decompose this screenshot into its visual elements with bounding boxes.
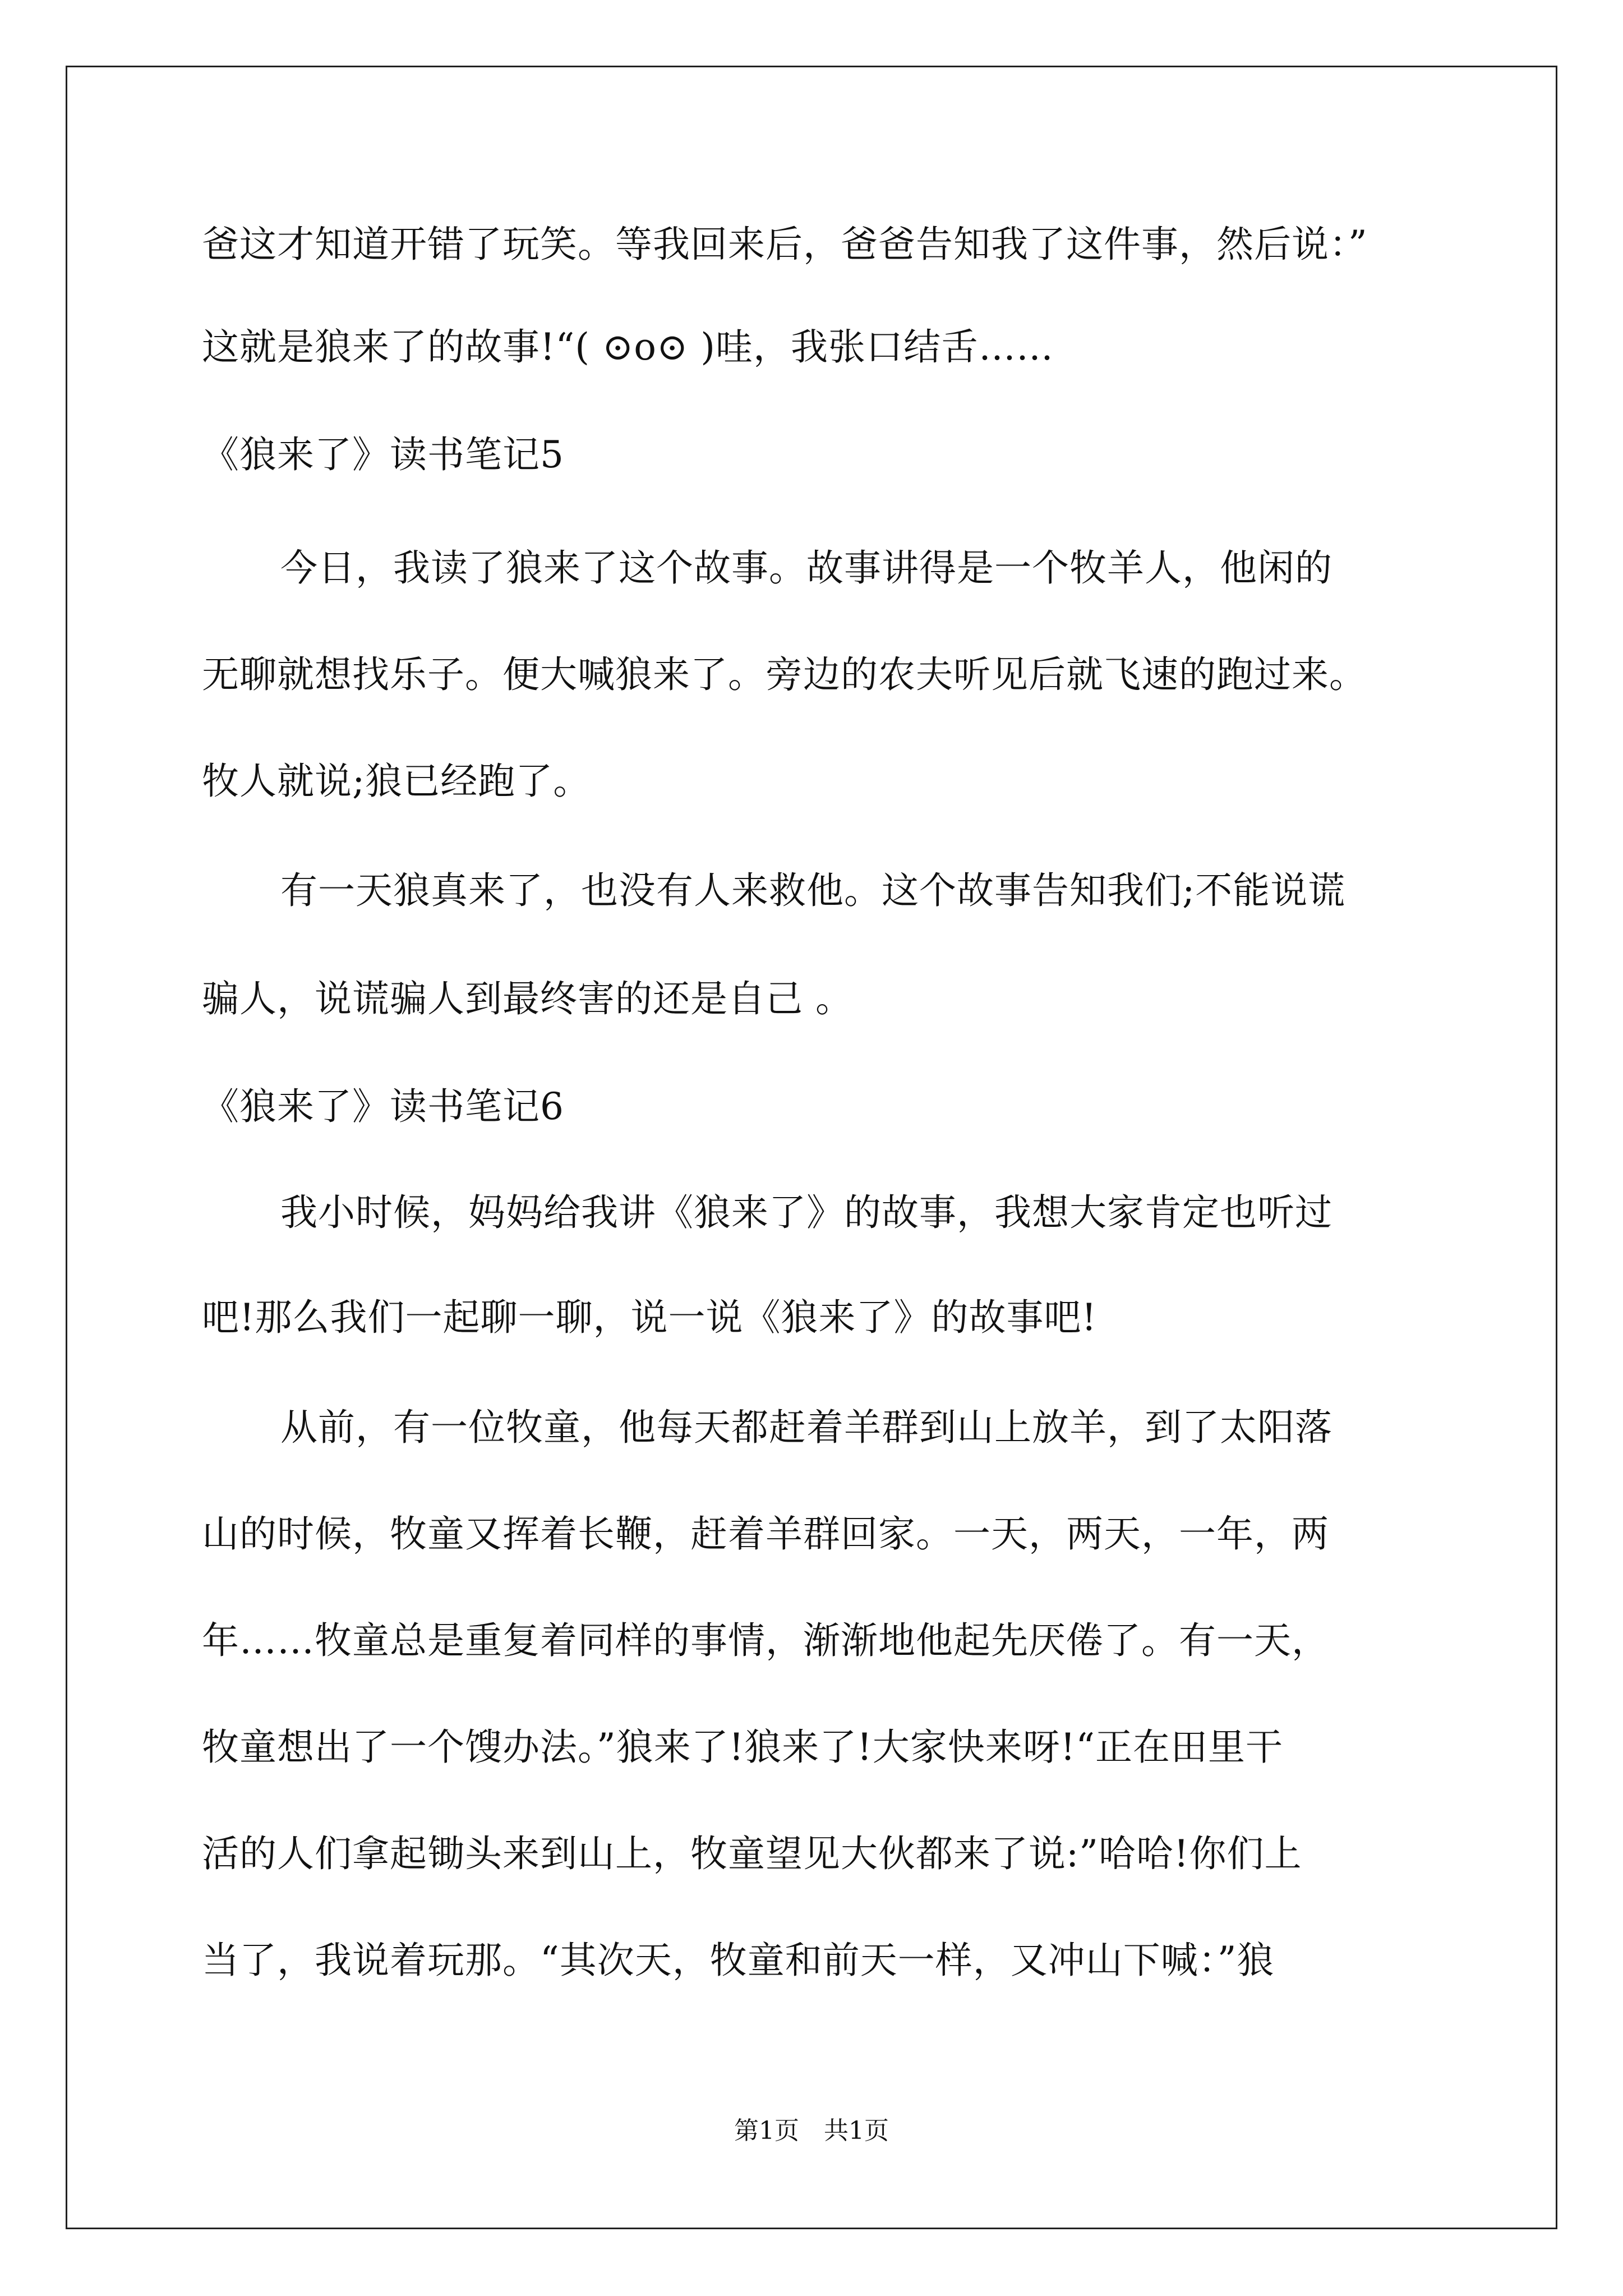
- paragraph-first-line: 今日，我读了狼来了这个故事。故事讲得是一个牧羊人，他闲的: [280, 546, 1332, 590]
- text-line: 年……牧童总是重复着同样的事情，渐渐地他起先厌倦了。有一天，: [202, 1619, 1329, 1662]
- paragraph-first-line: 有一天狼真来了，也没有人来救他。这个故事告知我们;不能说谎: [280, 869, 1346, 912]
- text-line: 牧童想出了一个馊办法。”狼来了!狼来了!大家快来呀!“正在田里干: [202, 1726, 1284, 1769]
- text-line: 这就是狼来了的故事!“( ⊙o⊙ )哇，我张口结舌……: [202, 325, 1054, 369]
- text-line: 山的时候，牧童又挥着长鞭，赶着羊群回家。一天，两天，一年，两: [202, 1512, 1329, 1556]
- text-line: 吧!那么我们一起聊一聊，说一说《狼来了》的故事吧!: [202, 1296, 1098, 1339]
- paragraph-first-line: 从前，有一位牧童，他每天都赶着羊群到山上放羊，到了太阳落: [280, 1406, 1332, 1449]
- section-heading: 《狼来了》读书笔记6: [202, 1085, 564, 1128]
- text-line: 骗人，说谎骗人到最终害的还是自己 。: [202, 977, 853, 1020]
- page-footer: 第1页 共1页: [734, 2116, 889, 2145]
- section-heading: 《狼来了》读书笔记5: [202, 433, 564, 476]
- text-line: 活的人们拿起锄头来到山上，牧童望见大伙都来了说:”哈哈!你们上: [202, 1832, 1302, 1875]
- text-line: 无聊就想找乐子。便大喊狼来了。旁边的农夫听见后就飞速的跑过来。: [202, 653, 1367, 696]
- page-border: [66, 66, 1557, 2229]
- text-line: 当了，我说着玩那。“其次天，牧童和前天一样，又冲山下喊：”狼: [202, 1939, 1275, 1982]
- paragraph-first-line: 我小时候，妈妈给我讲《狼来了》的故事，我想大家肯定也听过: [280, 1191, 1332, 1234]
- text-line: 爸这才知道开错了玩笑。等我回来后，爸爸告知我了这件事，然后说：”: [202, 223, 1368, 266]
- text-line: 牧人就说;狼已经跑了。: [202, 760, 591, 803]
